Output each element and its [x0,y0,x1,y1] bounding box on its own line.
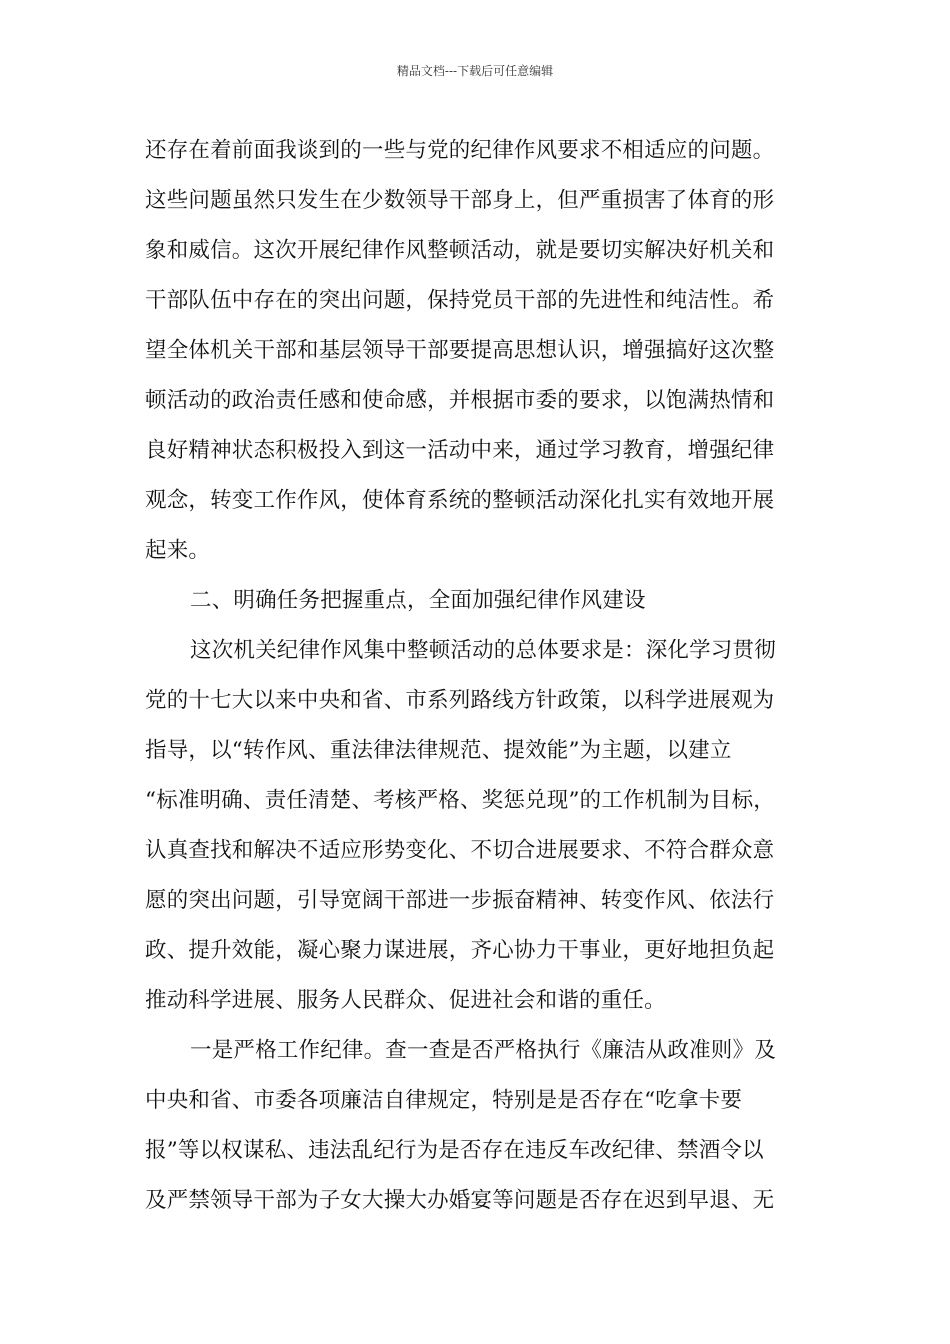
text-line: 认真查找和解决不适应形势变化、不切合进展要求、不符合群众意 [145,838,775,863]
text-line: “标准明确、责任清楚、考核严格、奖惩兑现”的工作机制为目标， [145,788,775,813]
text-line: 还存在着前面我谈到的一些与党的纪律作风要求不相适应的问题。 [145,138,775,163]
text-line: 干部队伍中存在的突出问题，保持党员干部的先进性和纯洁性。希 [145,288,775,313]
text-line: 政、提升效能，凝心聚力谋进展，齐心协力干事业，更好地担负起 [145,938,775,963]
text-line: 这些问题虽然只发生在少数领导干部身上，但严重损害了体育的形 [145,188,775,213]
text-line: 良好精神状态积极投入到这一活动中来，通过学习教育，增强纪律 [145,438,775,463]
text-line: 愿的突出问题，引导宽阔干部进一步振奋精神、转变作风、依法行 [145,888,775,913]
text-line: 报”等以权谋私、违法乱纪行为是否存在违反车改纪律、禁酒令以 [145,1138,764,1163]
text-line: 及严禁领导干部为子女大操大办婚宴等问题是否存在迟到早退、无 [145,1188,775,1213]
text-line: 指导，以“转作风、重法律法律规范、提效能”为主题，以建立 [145,738,732,763]
text-line: 顿活动的政治责任感和使命感，并根据市委的要求，以饱满热情和 [145,388,775,413]
text-line: 中央和省、市委各项廉洁自律规定，特别是是否存在“吃拿卡要 [145,1088,743,1113]
document-body [145,126,776,1226]
text-line: 起来。 [145,538,211,563]
text-line: 这次机关纪律作风集中整顿活动的总体要求是：深化学习贯彻 [190,638,776,663]
text-line: 望全体机关干部和基层领导干部要提高思想认识，增强搞好这次整 [145,338,775,363]
text-line: 党的十七大以来中央和省、市系列路线方针政策，以科学进展观为 [145,688,775,713]
text-line: 象和威信。这次开展纪律作风整顿活动，就是要切实解决好机关和 [145,238,775,263]
page-header: 精品文档---下载后可任意编辑 [396,64,554,78]
text-line: 一是严格工作纪律。查一查是否严格执行《廉洁从政准则》及 [190,1038,776,1063]
text-line: 观念，转变工作作风，使体育系统的整顿活动深化扎实有效地开展 [145,488,775,513]
section-heading: 二、明确任务把握重点，全面加强纪律作风建设 [190,588,646,613]
text-line: 推动科学进展、服务人民群众、促进社会和谐的重任。 [145,988,666,1013]
